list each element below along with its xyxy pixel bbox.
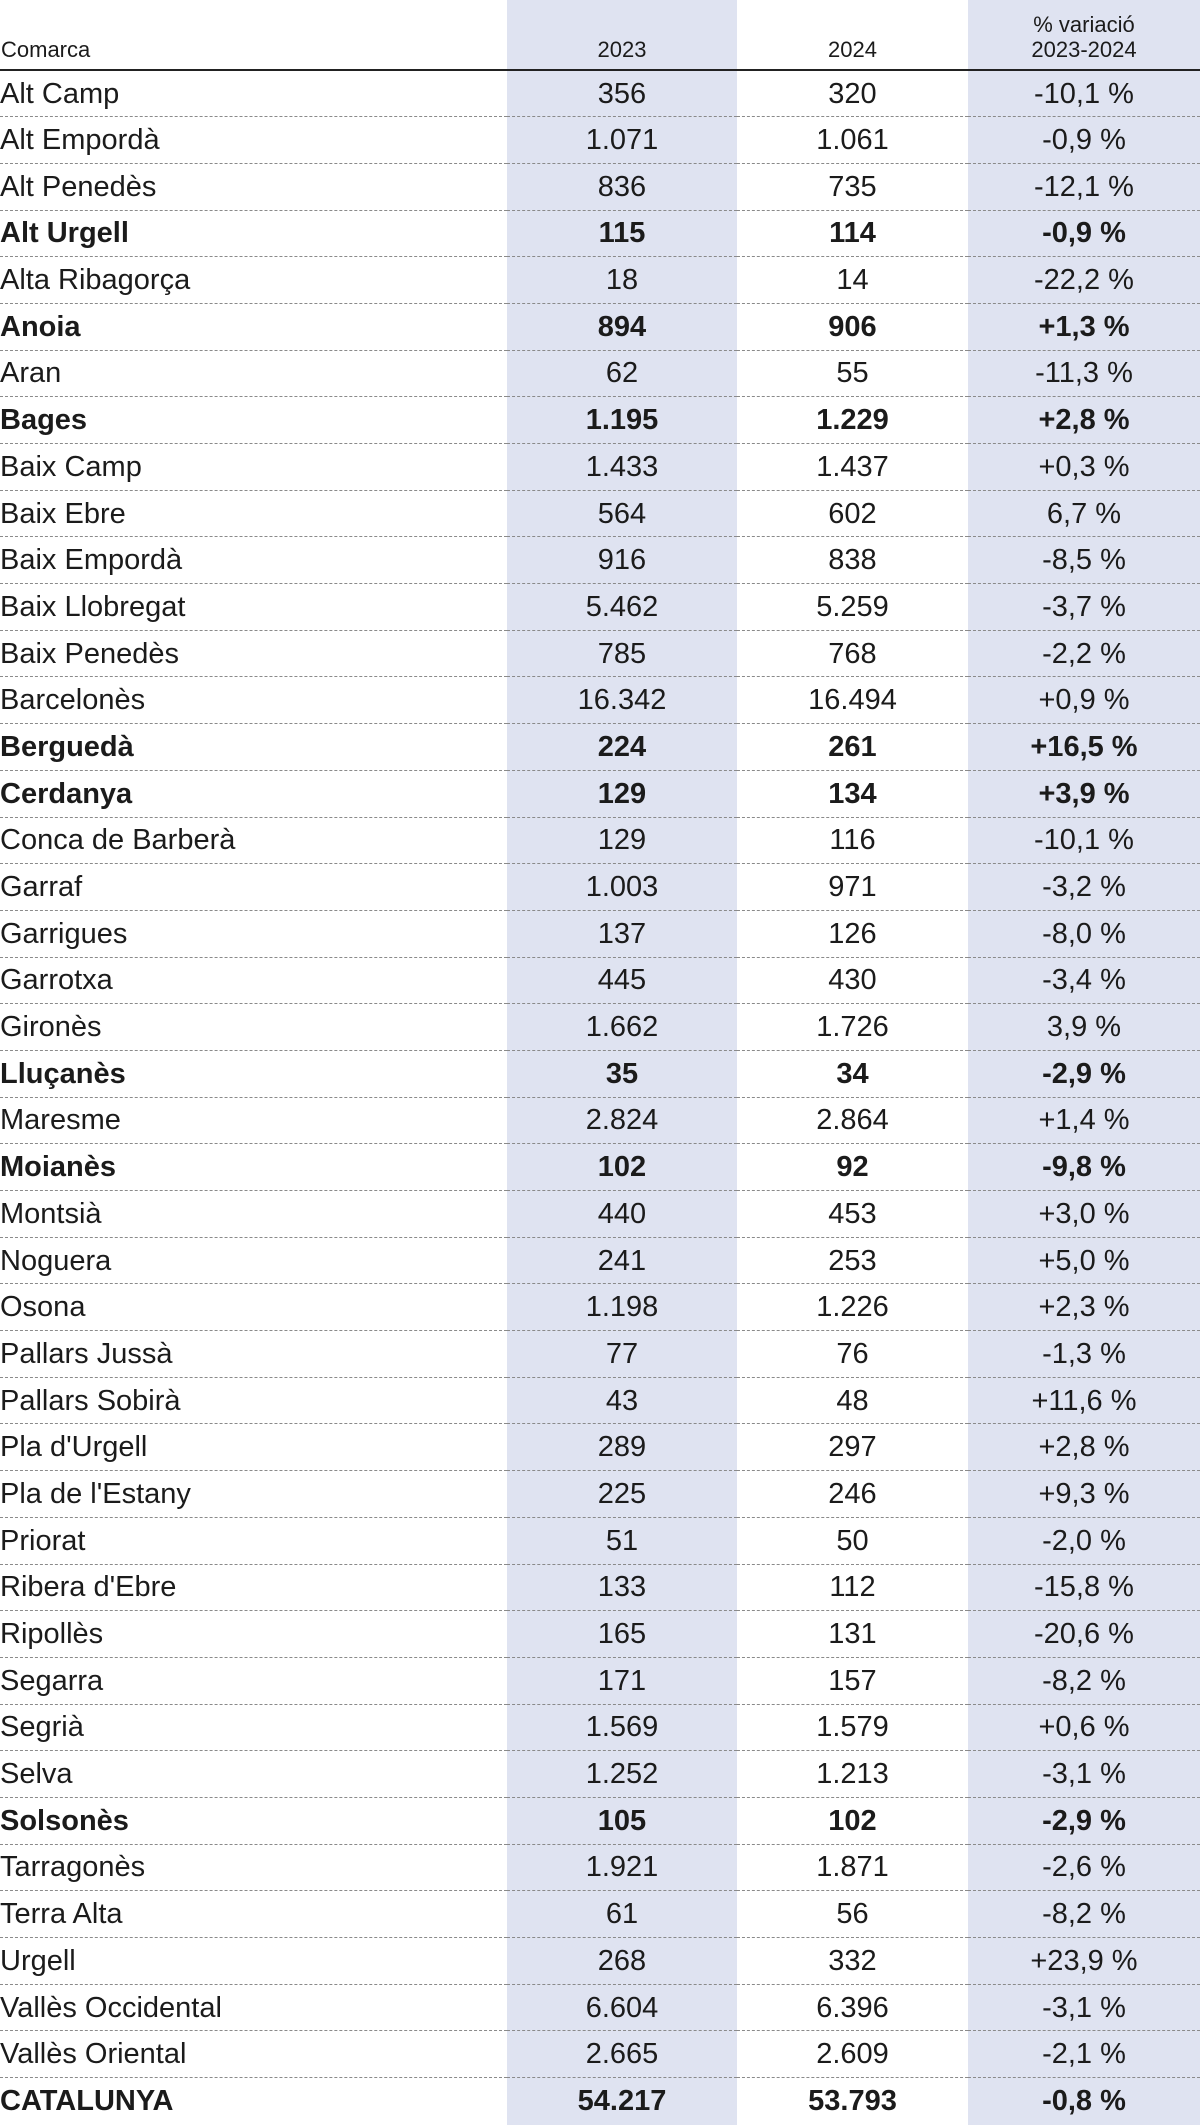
value-2023: 61 <box>507 1891 737 1938</box>
variation-percent: -15,8 % <box>968 1564 1200 1611</box>
variation-percent: -2,6 % <box>968 1844 1200 1891</box>
value-2024: 430 <box>737 957 968 1004</box>
variation-percent: -3,4 % <box>968 957 1200 1004</box>
value-2023: 1.921 <box>507 1844 737 1891</box>
value-2023: 1.071 <box>507 117 737 164</box>
table-row <box>0 1050 1200 1097</box>
variation-percent: -2,2 % <box>968 630 1200 677</box>
value-2024: 14 <box>737 257 968 304</box>
comarca-name: Lluçanès <box>0 1050 507 1097</box>
comarca-name: Priorat <box>0 1517 507 1564</box>
value-2024: 253 <box>737 1237 968 1284</box>
comarca-name: Noguera <box>0 1237 507 1284</box>
value-2023: 268 <box>507 1938 737 1985</box>
value-2023: 16.342 <box>507 677 737 724</box>
value-2023: 43 <box>507 1377 737 1424</box>
table-body <box>0 70 1200 2124</box>
variation-percent: -0,9 % <box>968 117 1200 164</box>
table-row <box>0 1191 1200 1238</box>
comarca-name: Selva <box>0 1751 507 1798</box>
value-2024: 92 <box>737 1144 968 1191</box>
value-2024: 5.259 <box>737 584 968 631</box>
value-2024: 56 <box>737 1891 968 1938</box>
total-name: CATALUNYA <box>0 2085 174 2118</box>
value-2024: 1.871 <box>737 1844 968 1891</box>
table-row <box>0 1751 1200 1798</box>
table-row <box>0 1517 1200 1564</box>
value-2024: 76 <box>737 1331 968 1378</box>
comarca-name: Segarra <box>0 1657 507 1704</box>
variation-percent: -3,7 % <box>968 584 1200 631</box>
comarca-name: Conca de Barberà <box>0 817 507 864</box>
value-2023: 836 <box>507 163 737 210</box>
value-2023: 102 <box>507 1144 737 1191</box>
comarca-name: Alt Camp <box>0 70 507 117</box>
table-row <box>0 117 1200 164</box>
value-2023: 1.198 <box>507 1284 737 1331</box>
value-2024: 1.437 <box>737 444 968 491</box>
table-row <box>0 1471 1200 1518</box>
variation-percent: +3,0 % <box>968 1191 1200 1238</box>
variation-percent: -8,2 % <box>968 1891 1200 1938</box>
variation-percent: +5,0 % <box>968 1237 1200 1284</box>
variation-percent: -8,5 % <box>968 537 1200 584</box>
table-row <box>0 1657 1200 1704</box>
variation-percent: +0,9 % <box>968 677 1200 724</box>
variation-percent: 6,7 % <box>968 490 1200 537</box>
table-row <box>0 864 1200 911</box>
value-2023: 1.662 <box>507 1004 737 1051</box>
variation-percent: 3,9 % <box>968 1004 1200 1051</box>
table-row <box>0 2031 1200 2078</box>
table-row <box>0 677 1200 724</box>
value-2023: 77 <box>507 1331 737 1378</box>
comarca-name: Pallars Sobirà <box>0 1377 507 1424</box>
value-2023: 224 <box>507 724 737 771</box>
variation-percent: -10,1 % <box>968 817 1200 864</box>
value-2023: 1.003 <box>507 864 737 911</box>
variation-percent: +2,3 % <box>968 1284 1200 1331</box>
value-2023: 2.665 <box>507 2031 737 2078</box>
value-2023: 137 <box>507 910 737 957</box>
header-2024: 2024 <box>737 0 968 70</box>
variation-percent: -2,9 % <box>968 1050 1200 1097</box>
table-row <box>0 1704 1200 1751</box>
value-2024: 1.229 <box>737 397 968 444</box>
value-2023: 35 <box>507 1050 737 1097</box>
comarca-name: Moianès <box>0 1144 507 1191</box>
comarca-name: Ripollès <box>0 1611 507 1658</box>
value-2023: 1.433 <box>507 444 737 491</box>
table-row <box>0 817 1200 864</box>
variation-percent: -2,1 % <box>968 2031 1200 2078</box>
value-2024: 1.726 <box>737 1004 968 1051</box>
value-2023: 445 <box>507 957 737 1004</box>
comarca-name: Alt Penedès <box>0 163 507 210</box>
table-row <box>0 1564 1200 1611</box>
table-row <box>0 350 1200 397</box>
variation-percent: -2,9 % <box>968 1797 1200 1844</box>
value-2024: 126 <box>737 910 968 957</box>
value-2024: 112 <box>737 1564 968 1611</box>
value-2024: 50 <box>737 1517 968 1564</box>
variation-percent: -8,0 % <box>968 910 1200 957</box>
variation-percent: +23,9 % <box>968 1938 1200 1985</box>
comarca-name: Bages <box>0 397 507 444</box>
comarca-name: Osona <box>0 1284 507 1331</box>
comarca-name: Garrigues <box>0 910 507 957</box>
value-2023: 133 <box>507 1564 737 1611</box>
value-2024: 838 <box>737 537 968 584</box>
comarca-name: Pallars Jussà <box>0 1331 507 1378</box>
comarca-name: Cerdanya <box>0 770 507 817</box>
value-2024: 2.609 <box>737 2031 968 2078</box>
comarca-name: Pla d'Urgell <box>0 1424 507 1471</box>
table-row <box>0 70 1200 117</box>
comarca-name: Ribera d'Ebre <box>0 1564 507 1611</box>
value-2024: 6.396 <box>737 1984 968 2031</box>
value-2023: 1.252 <box>507 1751 737 1798</box>
comarca-name: Aran <box>0 350 507 397</box>
value-2024: 102 <box>737 1797 968 1844</box>
value-2023: 18 <box>507 257 737 304</box>
value-2023: 440 <box>507 1191 737 1238</box>
table-row <box>0 770 1200 817</box>
table-row <box>0 1331 1200 1378</box>
value-2024: 602 <box>737 490 968 537</box>
variation-percent: +1,4 % <box>968 1097 1200 1144</box>
variation-percent: -10,1 % <box>968 70 1200 117</box>
value-2023: 1.569 <box>507 1704 737 1751</box>
value-2024: 1.226 <box>737 1284 968 1331</box>
value-2024: 1.579 <box>737 1704 968 1751</box>
value-2024: 116 <box>737 817 968 864</box>
total-2023: 54.217 <box>577 2085 667 2118</box>
comarca-name: Garraf <box>0 864 507 911</box>
variation-percent: -11,3 % <box>968 350 1200 397</box>
table-row <box>0 444 1200 491</box>
value-2023: 241 <box>507 1237 737 1284</box>
table-row <box>0 630 1200 677</box>
table-row <box>0 303 1200 350</box>
comarca-name: Barcelonès <box>0 677 507 724</box>
value-2023: 51 <box>507 1517 737 1564</box>
total-2024: 53.793 <box>808 2085 897 2118</box>
table-row <box>0 163 1200 210</box>
comarca-name: Alt Empordà <box>0 117 507 164</box>
value-2023: 785 <box>507 630 737 677</box>
variation-percent: +0,3 % <box>968 444 1200 491</box>
table-row <box>0 584 1200 631</box>
table-row <box>0 724 1200 771</box>
value-2024: 906 <box>737 303 968 350</box>
value-2023: 225 <box>507 1471 737 1518</box>
value-2023: 105 <box>507 1797 737 1844</box>
value-2024: 34 <box>737 1050 968 1097</box>
header-variation-line1: % variació <box>1033 12 1135 37</box>
table-row <box>0 397 1200 444</box>
value-2023: 289 <box>507 1424 737 1471</box>
value-2023: 5.462 <box>507 584 737 631</box>
variation-percent: +2,8 % <box>968 397 1200 444</box>
table-row <box>0 1938 1200 1985</box>
header-comarca: Comarca <box>0 0 507 70</box>
variation-percent: -3,1 % <box>968 1751 1200 1798</box>
variation-percent: +0,6 % <box>968 1704 1200 1751</box>
value-2024: 48 <box>737 1377 968 1424</box>
header-2023: 2023 <box>507 0 737 70</box>
comarca-name: Vallès Oriental <box>0 2031 507 2078</box>
value-2024: 2.864 <box>737 1097 968 1144</box>
value-2023: 171 <box>507 1657 737 1704</box>
comarca-name: Terra Alta <box>0 1891 507 1938</box>
comarca-name: Garrotxa <box>0 957 507 1004</box>
table-row <box>0 1097 1200 1144</box>
table-row <box>0 910 1200 957</box>
comarca-name: Baix Penedès <box>0 630 507 677</box>
comarca-name: Vallès Occidental <box>0 1984 507 2031</box>
comarca-name: Solsonès <box>0 1797 507 1844</box>
variation-percent: -22,2 % <box>968 257 1200 304</box>
value-2024: 768 <box>737 630 968 677</box>
value-2024: 114 <box>737 210 968 257</box>
value-2023: 165 <box>507 1611 737 1658</box>
comarca-name: Baix Camp <box>0 444 507 491</box>
value-2023: 129 <box>507 817 737 864</box>
comarca-name: Baix Llobregat <box>0 584 507 631</box>
variation-percent: -1,3 % <box>968 1331 1200 1378</box>
variation-percent: -0,9 % <box>968 210 1200 257</box>
header-row <box>0 0 1200 70</box>
comarca-name: Anoia <box>0 303 507 350</box>
value-2024: 134 <box>737 770 968 817</box>
comarca-name: Tarragonès <box>0 1844 507 1891</box>
table-row <box>0 210 1200 257</box>
header-variation-line2: 2023-2024 <box>1031 37 1137 62</box>
table-row <box>0 1797 1200 1844</box>
comarca-name: Urgell <box>0 1938 507 1985</box>
comarca-name: Maresme <box>0 1097 507 1144</box>
comarca-name: Berguedà <box>0 724 507 771</box>
total-variation: -0,8 % <box>1042 2085 1126 2118</box>
value-2023: 129 <box>507 770 737 817</box>
value-2024: 332 <box>737 1938 968 1985</box>
comarca-name: Gironès <box>0 1004 507 1051</box>
value-2024: 157 <box>737 1657 968 1704</box>
table-row <box>0 1424 1200 1471</box>
variation-percent: +11,6 % <box>968 1377 1200 1424</box>
value-2023: 564 <box>507 490 737 537</box>
comarca-name: Pla de l'Estany <box>0 1471 507 1518</box>
value-2023: 2.824 <box>507 1097 737 1144</box>
value-2023: 894 <box>507 303 737 350</box>
table-row <box>0 1004 1200 1051</box>
comarca-name: Baix Ebre <box>0 490 507 537</box>
value-2024: 297 <box>737 1424 968 1471</box>
value-2024: 261 <box>737 724 968 771</box>
table-row <box>0 537 1200 584</box>
table-row <box>0 1377 1200 1424</box>
value-2024: 735 <box>737 163 968 210</box>
value-2023: 356 <box>507 70 737 117</box>
total-row <box>0 2078 1200 2125</box>
variation-percent: -8,2 % <box>968 1657 1200 1704</box>
comarca-name: Baix Empordà <box>0 537 507 584</box>
table-row <box>0 957 1200 1004</box>
variation-percent: -3,2 % <box>968 864 1200 911</box>
value-2024: 320 <box>737 70 968 117</box>
variation-percent: +2,8 % <box>968 1424 1200 1471</box>
comarca-name: Alt Urgell <box>0 210 507 257</box>
value-2024: 971 <box>737 864 968 911</box>
variation-percent: +3,9 % <box>968 770 1200 817</box>
header-variation <box>968 0 1200 70</box>
value-2023: 1.195 <box>507 397 737 444</box>
variation-percent: +16,5 % <box>968 724 1200 771</box>
value-2023: 115 <box>507 210 737 257</box>
value-2023: 62 <box>507 350 737 397</box>
table-row <box>0 257 1200 304</box>
variation-percent: -12,1 % <box>968 163 1200 210</box>
variation-percent: -2,0 % <box>968 1517 1200 1564</box>
value-2024: 1.061 <box>737 117 968 164</box>
comarca-name: Montsià <box>0 1191 507 1238</box>
value-2023: 916 <box>507 537 737 584</box>
table-row <box>0 1237 1200 1284</box>
variation-percent: +1,3 % <box>968 303 1200 350</box>
table-row <box>0 1611 1200 1658</box>
value-2024: 55 <box>737 350 968 397</box>
value-2024: 1.213 <box>737 1751 968 1798</box>
comarca-name: Segrià <box>0 1704 507 1751</box>
table-row <box>0 490 1200 537</box>
comarca-name: Alta Ribagorça <box>0 257 507 304</box>
table-row <box>0 1844 1200 1891</box>
table-row <box>0 1984 1200 2031</box>
variation-percent: +9,3 % <box>968 1471 1200 1518</box>
table-row <box>0 1891 1200 1938</box>
value-2023: 6.604 <box>507 1984 737 2031</box>
table-header <box>0 0 1200 70</box>
variation-percent: -9,8 % <box>968 1144 1200 1191</box>
variation-percent: -3,1 % <box>968 1984 1200 2031</box>
value-2024: 131 <box>737 1611 968 1658</box>
value-2024: 16.494 <box>737 677 968 724</box>
value-2024: 453 <box>737 1191 968 1238</box>
value-2024: 246 <box>737 1471 968 1518</box>
table-row <box>0 1284 1200 1331</box>
table-row <box>0 1144 1200 1191</box>
variation-percent: -20,6 % <box>968 1611 1200 1658</box>
